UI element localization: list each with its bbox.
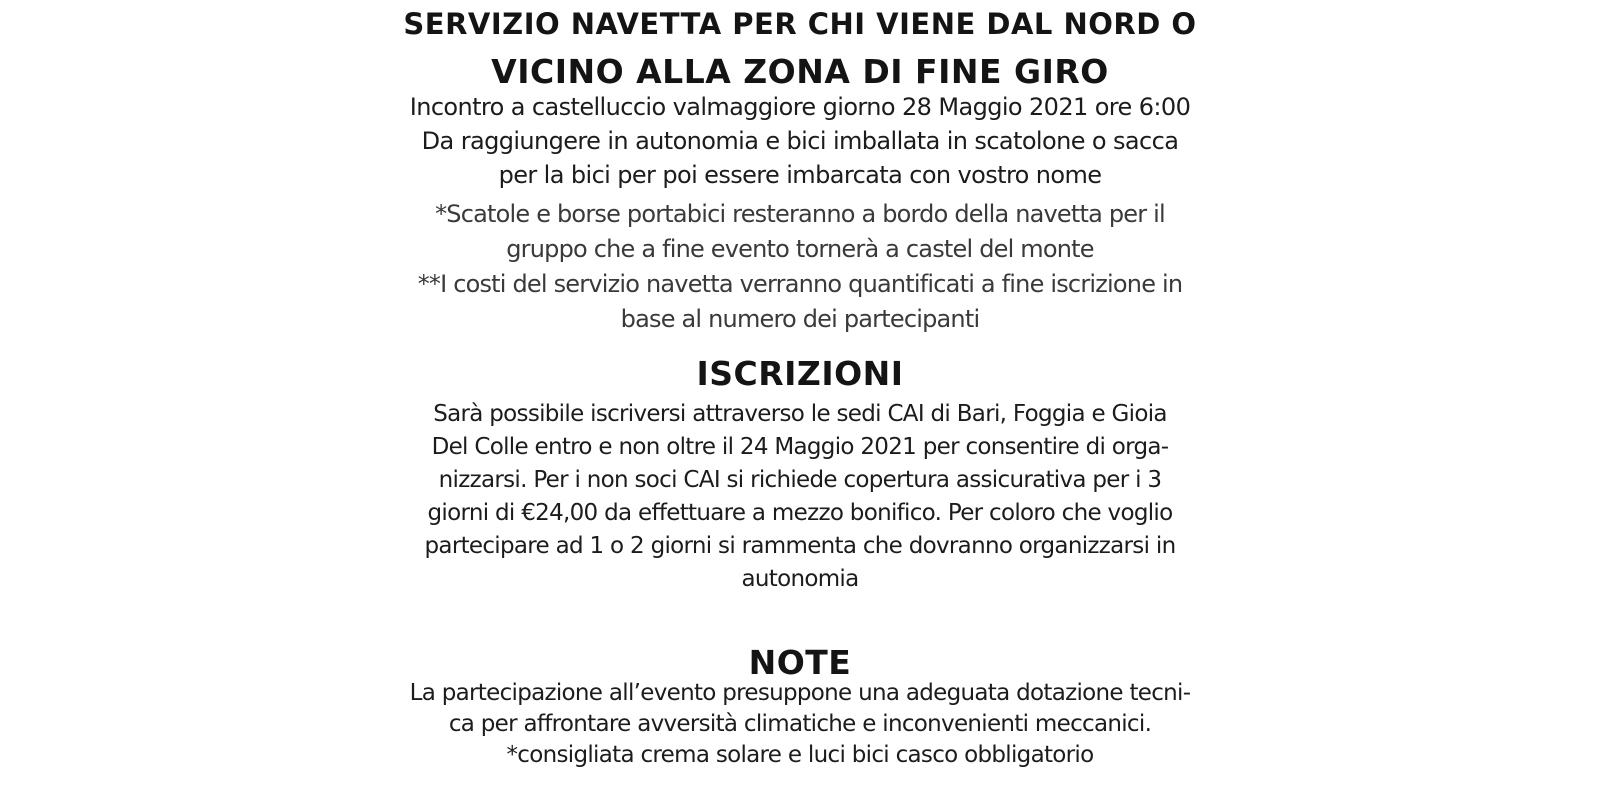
note-line-1: La partecipazione all’evento presuppone una adeguata dotazione tecni-: [409, 680, 1191, 706]
registrations-line-2: Del Colle entro e non oltre il 24 Maggio 2021 per consentire di orga-: [431, 434, 1169, 460]
shuttle-details-line-2: Da raggiungere in autonomia e bici imballata in scatolone o sacca: [421, 127, 1179, 155]
registrations-heading: ISCRIZIONI: [696, 354, 904, 393]
shuttle-details-line-3: per la bici per poi essere imbarcata con vostro nome: [498, 161, 1102, 189]
registrations-line-6: autonomia: [741, 566, 859, 592]
shuttle-notes-line-2: gruppo che a fine evento tornerà a castel del monte: [506, 235, 1094, 263]
shuttle-notes-line-3: **I costi del servizio navetta verranno quantificati a fine iscrizione in: [417, 270, 1183, 298]
note-heading: NOTE: [748, 643, 852, 682]
shuttle-notes-paragraph: [400, 197, 1200, 337]
registrations-line-5: partecipare ad 1 o 2 giorni si rammenta che dovranno organizzarsi in: [424, 533, 1176, 559]
shuttle-details-line-1: Incontro a castelluccio valmaggiore giorno 28 Maggio 2021 ore 6:00: [409, 93, 1191, 121]
shuttle-heading-line-1: SERVIZIO NAVETTA PER CHI VIENE DAL NORD O: [403, 7, 1197, 41]
shuttle-notes-line-1: *Scatole e borse portabici resteranno a bordo della navetta per il: [435, 200, 1165, 228]
note-line-2: ca per affrontare avversità climatiche e inconvenienti meccanici.: [448, 711, 1152, 737]
registrations-line-4: giorni di €24,00 da effettuare a mezzo bonifico. Per coloro che voglio: [427, 500, 1173, 526]
note-paragraph: [400, 678, 1200, 771]
shuttle-heading-line-2: VICINO ALLA ZONA DI FINE GIRO: [491, 52, 1109, 91]
registrations-line-3: nizzarsi. Per i non soci CAI si richiede copertura assicurativa per i 3: [438, 467, 1162, 493]
shuttle-details-paragraph: [400, 90, 1200, 192]
shuttle-service-heading: [400, 0, 1200, 96]
note-line-3: *consigliata crema solare e luci bici casco obbligatorio: [506, 742, 1094, 768]
registrations-paragraph: [400, 398, 1200, 596]
shuttle-notes-line-4: base al numero dei partecipanti: [620, 305, 980, 333]
registrations-line-1: Sarà possibile iscriversi attraverso le sedi CAI di Bari, Foggia e Gioia: [433, 401, 1167, 427]
